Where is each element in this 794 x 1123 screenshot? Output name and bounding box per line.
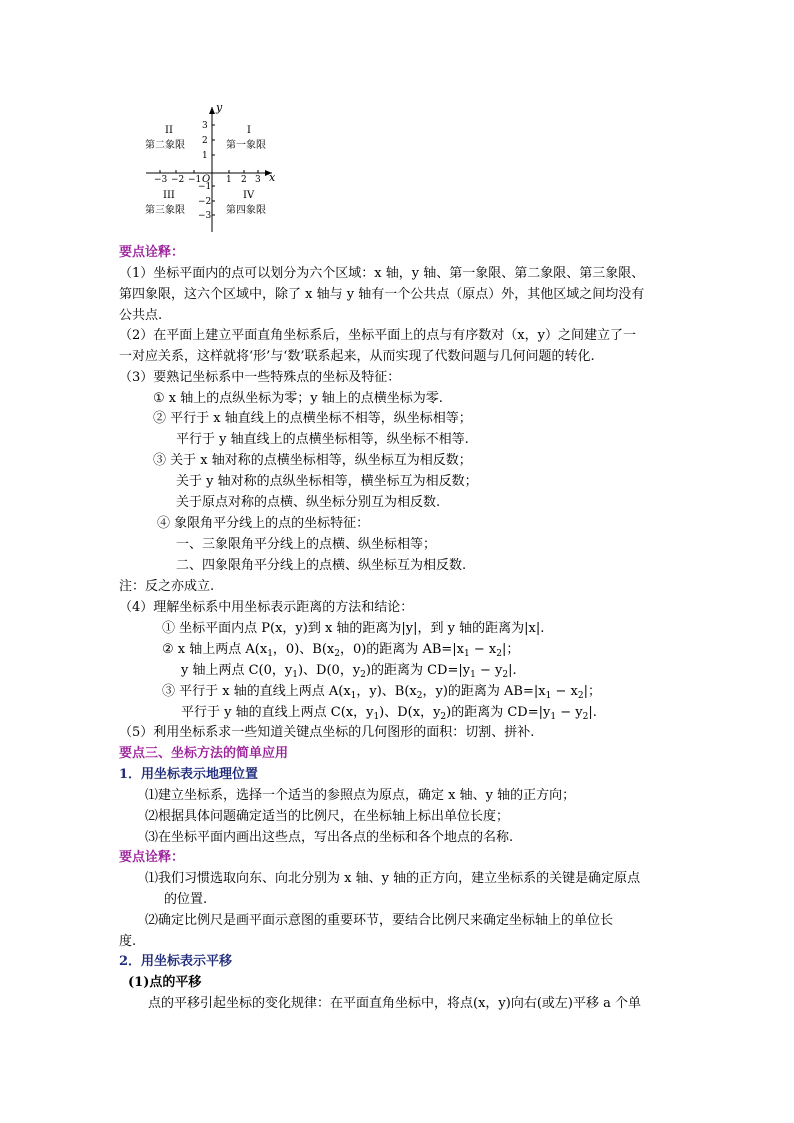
para-3-item-b-1: ② 平行于 x 轴直线上的点横坐标不相等，纵坐标相等； <box>153 411 472 426</box>
para-3-item-b-2: 平行于 y 轴直线上的点横坐标相等，纵坐标不相等. <box>176 432 469 447</box>
step-3: ⑶在坐标平面内画出这些点，写出各点的坐标和各个地点的名称. <box>145 830 514 845</box>
para-4-item-a: ① 坐标平面内点 P(x，y)到 x 轴的距离为|y|，到 y 轴的距离为|x|. <box>162 621 545 636</box>
key-points-heading-1: 要点诠释： <box>119 245 185 260</box>
note-1-line-2: 的位置. <box>164 892 208 907</box>
para-3-item-d-2: 一、三象限角平分线上的点横、纵坐标相等； <box>176 537 437 552</box>
para-3-item-d-3: 二、四象限角平分线上的点横、纵坐标互为相反数. <box>176 558 467 573</box>
para-3-item-c-3: 关于原点对称的点横、纵坐标分别互为相反数. <box>176 495 441 510</box>
quadrant-4-label: 第四象限 <box>226 205 266 216</box>
x-tick-2: 2 <box>241 175 247 185</box>
para-3-item-d-1: ④ 象限角平分线上的点的坐标特征： <box>157 516 370 531</box>
para-3-item-c-1: ③ 关于 x 轴对称的点横坐标相等，纵坐标互为相反数； <box>153 453 472 468</box>
x-tick-1: 1 <box>226 175 232 185</box>
subheading-point-translation: (1)点的平移 <box>128 975 202 990</box>
quadrant-2-label: 第二象限 <box>145 140 185 151</box>
section-3-heading: 要点三、坐标方法的简单应用 <box>119 746 289 761</box>
quadrant-1-label: 第一象限 <box>226 140 266 151</box>
para-1-line-2: 第四象限，这六个区域中，除了 x 轴与 y 轴有一个公共点（原点）外，其他区域之间均没有 <box>119 287 645 302</box>
translation-rule-line: 点的平移引起坐标的变化规律：在平面直角坐标中，将点(x，y)向右(或左)平移 a 个单 <box>148 996 641 1011</box>
x-axis-label: x <box>269 171 276 184</box>
para-2-line-2: 一对应关系，这样就将‘形’与‘数’联系起来，从而实现了代数问题与几何问题的转化. <box>119 349 595 364</box>
y-axis-label: y <box>216 101 223 114</box>
quadrant-4-numeral: IV <box>243 190 255 201</box>
note-2-line-1: ⑵确定比例尺是画平面示意图的重要环节，要结合比例尺来确定坐标轴上的单位长 <box>145 913 614 928</box>
step-2: ⑵根据具体问题确定适当的比例尺，在坐标轴上标出单位长度； <box>145 809 510 824</box>
para-3-item-c-2: 关于 y 轴对称的点纵坐标相等，横坐标互为相反数； <box>176 474 478 489</box>
key-points-heading-2: 要点诠释： <box>119 850 185 865</box>
para-4-item-c-1: ③ 平行于 x 轴的直线上两点 $A(x_1$，y)、$B(x_2$，y)的距离为 $AB=|x_1 - x_2|$； <box>162 684 601 701</box>
y-tick-neg1: −1 <box>198 182 212 192</box>
x-tick-neg1: −1 <box>188 175 202 185</box>
x-tick-neg3: −3 <box>154 175 168 185</box>
y-tick-2: 2 <box>202 136 208 146</box>
x-tick-neg2: −2 <box>171 175 185 185</box>
note-1-line-1: ⑴我们习惯选取向东、向北分别为 x 轴、y 轴的正方向，建立坐标系的关键是确定原点 <box>145 871 641 886</box>
note-2-line-2: 度. <box>119 934 137 949</box>
para-4-item-c-2: 平行于 y 轴的直线上两点 C(x，$y_1$)、D(x，$y_2$)的距离为 $CD=|y_1 - y_2|$. <box>181 705 597 722</box>
origin-label: O <box>202 174 211 185</box>
quadrant-1-numeral: I <box>247 125 251 136</box>
quadrant-2-numeral: II <box>165 125 173 136</box>
para-4-item-b-1: ② x 轴上两点 $A(x_1$，0)、$B(x_2$，0)的距离为 $AB=|x_1 - x_2|$； <box>162 642 520 659</box>
subheading-translation: 2．用坐标表示平移 <box>119 954 233 969</box>
para-3-intro: （3）要熟记坐标系中一些特殊点的坐标及特征： <box>119 370 401 385</box>
para-1-line-1: （1）坐标平面内的点可以划分为六个区域：x 轴，y 轴、第一象限、第二象限、第三象限、 <box>119 266 645 281</box>
coordinate-plane-figure <box>138 98 288 238</box>
para-1-line-3: 公共点. <box>119 308 163 323</box>
y-tick-neg3: −3 <box>198 211 212 221</box>
y-tick-3: 3 <box>202 121 208 131</box>
para-4-item-b-2: y 轴上两点 C(0，$y_1$)、D(0，$y_2$)的距离为 $CD=|y_1 - y_2|$. <box>181 663 517 680</box>
y-tick-1: 1 <box>202 151 208 161</box>
para-4-intro: （4）理解坐标系中用坐标表示距离的方法和结论： <box>119 600 414 615</box>
y-tick-neg2: −2 <box>198 197 212 207</box>
step-1: ⑴建立坐标系，选择一个适当的参照点为原点，确定 x 轴、y 轴的正方向； <box>145 788 576 803</box>
note-line: 注：反之亦成立. <box>119 579 215 594</box>
para-3-item-a: ① x 轴上的点纵坐标为零；y 轴上的点横坐标为零. <box>153 391 443 406</box>
y-axis-arrow-icon <box>209 107 215 114</box>
para-2-line-1: （2）在平面上建立平面直角坐标系后，坐标平面上的点与有序数对（x，y）之间建立了一 <box>119 328 636 343</box>
para-5: （5）利用坐标系求一些知道关键点坐标的几何图形的面积：切割、拼补. <box>119 725 535 740</box>
x-tick-3: 3 <box>255 175 261 185</box>
subheading-geo-position: 1．用坐标表示地理位置 <box>119 767 259 782</box>
quadrant-3-label: 第三象限 <box>145 205 185 216</box>
quadrant-3-numeral: III <box>163 190 175 201</box>
